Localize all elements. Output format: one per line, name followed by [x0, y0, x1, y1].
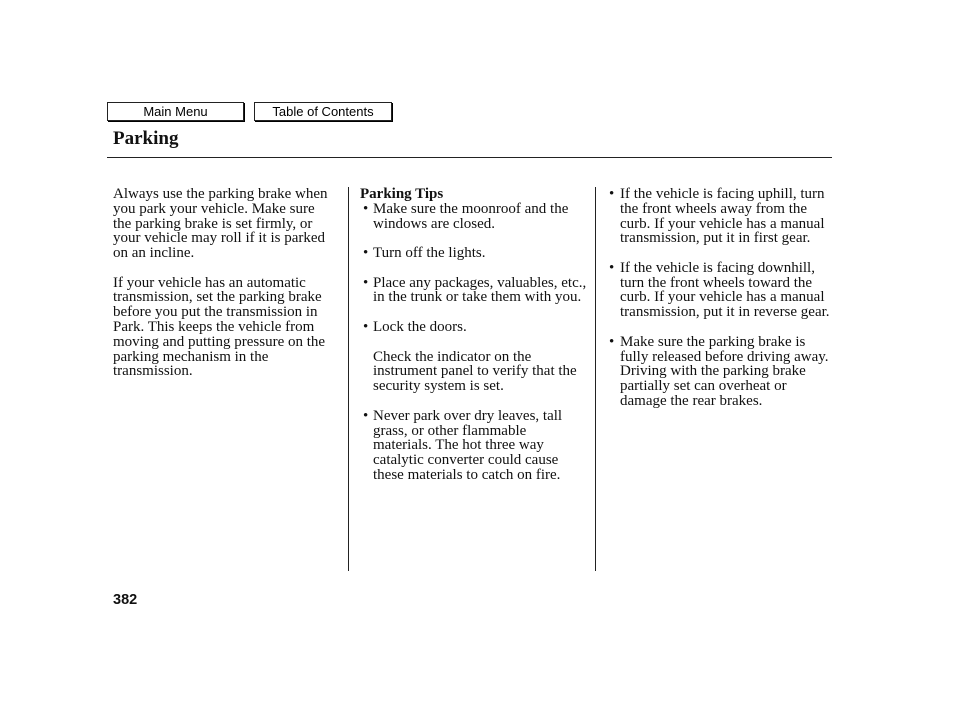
body-text-line: damage the rear brakes.	[620, 392, 763, 409]
page-number: 382	[113, 592, 138, 608]
body-text-line: fully released before driving away.	[620, 348, 829, 365]
tip-item	[360, 276, 592, 306]
bullet-glyph: •	[363, 200, 369, 217]
tip-note	[360, 350, 592, 394]
body-text-line: catalytic converter could cause	[373, 452, 559, 469]
body-text-line: moving and putting pressure on the	[113, 333, 326, 350]
tip-item	[360, 409, 592, 483]
paragraph	[113, 187, 343, 261]
tip-item	[360, 202, 592, 232]
tip-item	[607, 261, 847, 320]
body-text-line: Check the indicator on the	[373, 348, 532, 365]
body-text-line: transmission, set the parking brake	[113, 289, 322, 306]
body-text-line: you park your vehicle. Make sure	[113, 200, 315, 217]
body-text-line: the parking brake is set firmly, or	[113, 215, 313, 232]
body-text-line: before you put the transmission in	[113, 304, 318, 321]
body-text-line: Never park over dry leaves, tall	[373, 407, 563, 424]
tip-item	[607, 187, 847, 246]
body-text-line: If the vehicle is facing uphill, turn	[620, 186, 825, 202]
body-text-line: your vehicle may roll if it is parked	[113, 230, 326, 247]
body-text-line: Park. This keeps the vehicle from	[113, 319, 315, 336]
column-divider-1	[348, 187, 349, 571]
body-text-line: turn the front wheels toward the	[620, 274, 813, 291]
paragraph	[113, 276, 343, 379]
body-text-line: the front wheels away from the	[620, 200, 808, 217]
main-menu-button[interactable]: Main Menu	[107, 102, 244, 121]
bullet-glyph: •	[363, 274, 369, 291]
body-text-line: transmission, put it in first gear.	[620, 230, 811, 247]
body-text-line: transmission.	[113, 363, 193, 380]
body-text-line: Always use the parking brake when	[113, 186, 328, 202]
body-text-line: instrument panel to verify that the	[373, 363, 577, 380]
body-text-line: If the vehicle is facing downhill,	[620, 259, 815, 276]
tip-item	[360, 246, 592, 261]
title-divider	[107, 157, 832, 158]
bullet-glyph: •	[363, 245, 369, 262]
body-text-line: transmission, put it in reverse gear.	[620, 304, 830, 321]
body-text-line: Lock the doors.	[373, 319, 467, 336]
body-text-line: materials. The hot three way	[373, 437, 544, 454]
body-text-line: curb. If your vehicle has a manual	[620, 215, 825, 232]
body-text-line: Place any packages, valuables, etc.,	[373, 274, 587, 291]
body-text-line: partially set can overheat or	[620, 378, 787, 395]
body-text-line: Turn off the lights.	[373, 245, 486, 262]
body-text-line: Driving with the parking brake	[620, 363, 806, 380]
column-left	[113, 187, 343, 379]
body-text-line: these materials to catch on fire.	[373, 466, 561, 483]
body-text-line: in the trunk or take them with you.	[373, 289, 582, 306]
table-of-contents-button[interactable]: Table of Contents	[254, 102, 392, 121]
bullet-glyph: •	[363, 319, 369, 336]
body-text-line: security system is set.	[373, 378, 504, 395]
column-right	[607, 187, 847, 409]
bullet-glyph: •	[363, 407, 369, 424]
tip-item	[607, 335, 847, 409]
column-middle	[360, 187, 592, 483]
body-text-line: parking mechanism in the	[113, 348, 269, 365]
body-text-line: curb. If your vehicle has a manual	[620, 289, 825, 306]
body-text-line: windows are closed.	[373, 215, 496, 232]
section-heading: Parking Tips	[360, 186, 444, 202]
body-text-line: Make sure the moonroof and the	[373, 200, 569, 217]
bullet-glyph: •	[609, 186, 615, 202]
column-divider-2	[595, 187, 596, 571]
body-text-line: Make sure the parking brake is	[620, 333, 806, 350]
bullet-glyph: •	[609, 333, 615, 350]
body-text-line: If your vehicle has an automatic	[113, 274, 306, 291]
bullet-glyph: •	[609, 259, 615, 276]
tip-item	[360, 320, 592, 335]
page-title: Parking	[113, 128, 179, 149]
body-text-line: grass, or other flammable	[373, 422, 527, 439]
body-text-line: on an incline.	[113, 245, 195, 262]
